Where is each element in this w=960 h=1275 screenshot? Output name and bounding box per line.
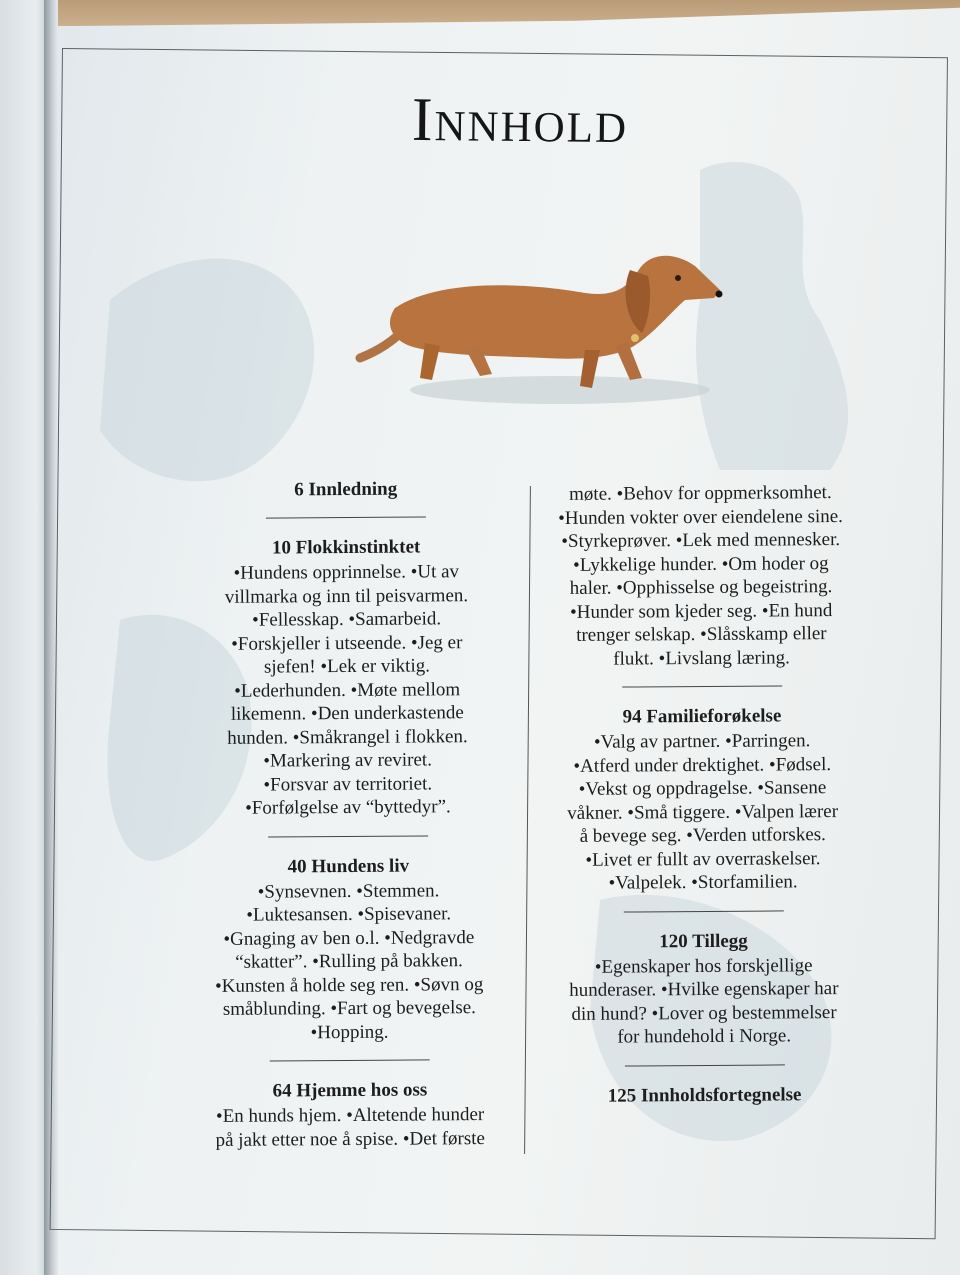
toc-line: flukt. •Livslang læring. <box>613 646 790 670</box>
toc-line: •Valpelek. •Storfamilien. <box>608 871 798 894</box>
toc-line: •Vekst og oppdragelse. •Sansene <box>578 777 827 800</box>
toc-line: trenger selskap. •Slåsskamp eller <box>576 623 827 646</box>
toc-right-column <box>528 481 877 1110</box>
toc-line: •Luktesansen. •Spisevaner. <box>246 903 452 926</box>
toc-section-innledning <box>170 477 522 502</box>
toc-line: •Hunden vokter over eiendelene sine. <box>558 505 843 529</box>
toc-line: •Valg av partner. •Parringen. <box>593 730 811 753</box>
toc-line: hunden. •Småkrangel i flokken. <box>227 725 468 749</box>
toc-line: •Gnaging av ben o.l. •Nedgravde <box>223 926 475 950</box>
page-title: Innhold <box>411 85 629 157</box>
toc-section-innholdsfortegnelse <box>532 1082 877 1107</box>
toc-line: småblunding. •Fart og bevegelse. <box>222 997 476 1020</box>
toc-section-tillegg <box>531 928 877 1049</box>
section-rule <box>266 516 426 518</box>
toc-line: •Livet er fullt av overraskelser. <box>585 847 821 871</box>
toc-line: •En hunds hjem. •Altetende hunder <box>215 1104 485 1127</box>
section-rule <box>270 1059 430 1061</box>
toc-line: •Kunsten å holde seg ren. •Søvn og <box>215 973 484 997</box>
toc-line: “skatter”. •Rulling på bakken. <box>235 950 463 973</box>
toc-line: haler. •Opphisselse og begeistring. <box>569 576 833 599</box>
toc-heading[interactable]: 94 Familieforøkelse <box>622 705 782 728</box>
section-rule <box>268 835 428 837</box>
toc-line: •Synsevnen. •Stemmen. <box>257 879 440 903</box>
toc-line: •Hopping. <box>310 1021 389 1043</box>
toc-line: •Forfølgelse av “byttedyr”. <box>245 796 451 819</box>
toc-line: •Hunder som kjeder seg. •En hund <box>569 599 833 623</box>
toc-line: din hund? •Lover og bestemmelser <box>571 1001 837 1025</box>
toc-line: •Lykkelige hunder. •Om hoder og <box>573 552 829 576</box>
toc-section-familieforokelse <box>529 704 875 896</box>
dachshund-illustration <box>330 238 730 418</box>
toc-line: for hundehold i Norge. <box>617 1025 792 1048</box>
toc-line: •Fellesskap. •Samarbeid. <box>252 608 442 631</box>
section-rule <box>624 1064 784 1066</box>
toc-line: våkner. •Små tiggere. •Valpen lærer <box>567 800 839 824</box>
toc-line: •Lederhunden. •Møte mellom <box>234 678 461 702</box>
toc-heading[interactable]: 64 Hjemme hos oss <box>272 1079 428 1102</box>
toc-heading[interactable]: 40 Hundens liv <box>287 855 410 877</box>
toc-line: •Markering av reviret. <box>263 749 432 772</box>
toc-line: •Forsvar av territoriet. <box>263 772 433 796</box>
toc-heading[interactable]: 125 Innholdsfortegnelse <box>607 1083 802 1107</box>
toc-section-hjemme-hos-oss-continued <box>528 481 874 671</box>
toc-heading[interactable]: 120 Tillegg <box>659 930 748 952</box>
toc-section-hjemme-hos-oss <box>174 1078 526 1152</box>
toc-line: møte. •Behov for oppmerksomhet. <box>569 482 832 505</box>
toc-line: •Hundens opprinnelse. •Ut av <box>233 561 460 584</box>
toc-line: •Atferd under drektighet. •Fødsel. <box>573 753 832 777</box>
toc-line: sjefen! •Lek er viktig. <box>263 655 431 678</box>
toc-heading[interactable]: 6 Innledning <box>294 478 398 501</box>
section-rule <box>623 910 783 912</box>
toc-line: på jakt etter noe å spise. •Det første <box>215 1127 486 1151</box>
toc-section-flokkinstinktet <box>170 535 524 821</box>
toc-line: hunderaser. •Hvilke egenskaper har <box>569 978 839 1001</box>
toc-heading[interactable]: 10 Flokkinstinktet <box>271 536 421 559</box>
section-rule <box>622 685 782 687</box>
toc-line: villmarka og inn til peisvarmen. <box>224 584 469 608</box>
toc-left-column <box>170 477 527 1152</box>
toc-line: •Forskjeller i utseende. •Jeg er <box>231 631 463 655</box>
toc-line: å bevege seg. •Verden utforskes. <box>579 824 826 847</box>
toc-line: •Styrkeprøver. •Lek med mennesker. <box>561 529 841 552</box>
toc-line: •Egenskaper hos forskjellige <box>594 954 813 978</box>
toc-line: likemenn. •Den underkastende <box>230 702 464 725</box>
toc-section-hundens-liv <box>172 853 525 1045</box>
